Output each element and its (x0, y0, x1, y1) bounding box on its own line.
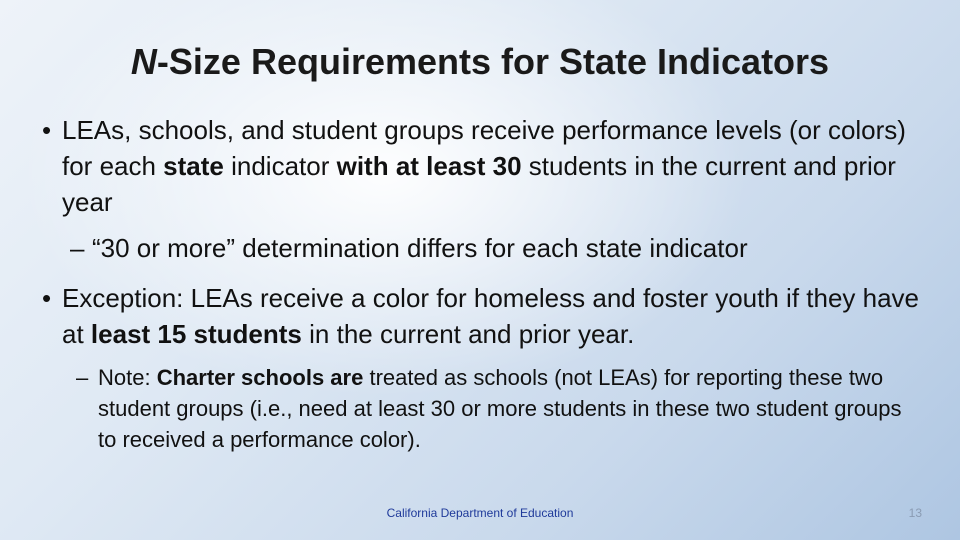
bullet-2-note (76, 362, 916, 455)
bullet-2-text (62, 280, 922, 352)
bullet-1-seg-1: state (163, 151, 224, 181)
slide-title (0, 40, 960, 84)
sub-marker: – (70, 233, 85, 263)
note-seg-2: treated as schools (not LEAs) for reporting these two student groups (i.e., need at least 30 or more students in these two student groups to received a performance color). (98, 365, 902, 452)
bullet-1 (42, 112, 912, 266)
bullet-marker: • (42, 115, 52, 145)
bullet-2 (42, 280, 922, 455)
bullet-1-sub (70, 230, 912, 266)
bullet-1-seg-3: with at least 30 (336, 151, 522, 181)
bullet-2-seg-1: least 15 students (90, 319, 302, 349)
note-seg-1: Charter schools are (156, 365, 364, 390)
bullet-1-seg-0: LEAs, schools, and student groups receive performance levels (or colors) for each (62, 115, 906, 181)
note-seg-0: Note: (98, 365, 157, 390)
footer-text: California Department of Education (386, 506, 574, 520)
sub-marker: – (76, 365, 89, 390)
bullet-marker: • (42, 283, 52, 313)
page-number: 13 (908, 506, 922, 520)
bullet-2-seg-2: in the current and prior year. (301, 319, 635, 349)
bullet-1-sub-text: “30 or more” determination differs for each state indicator (92, 233, 748, 263)
bullet-1-seg-4: students in the current and prior year (62, 151, 896, 217)
bullet-1-seg-2: indicator (223, 151, 337, 181)
bullet-2-note-text (98, 362, 916, 455)
bullet-2-seg-0: Exception: LEAs receive a color for homeless and foster youth if they have at (62, 283, 920, 349)
title-text: -Size Requirements for State Indicators (156, 41, 830, 82)
title-italic-n: N (130, 41, 157, 82)
bullet-1-text (62, 112, 912, 220)
